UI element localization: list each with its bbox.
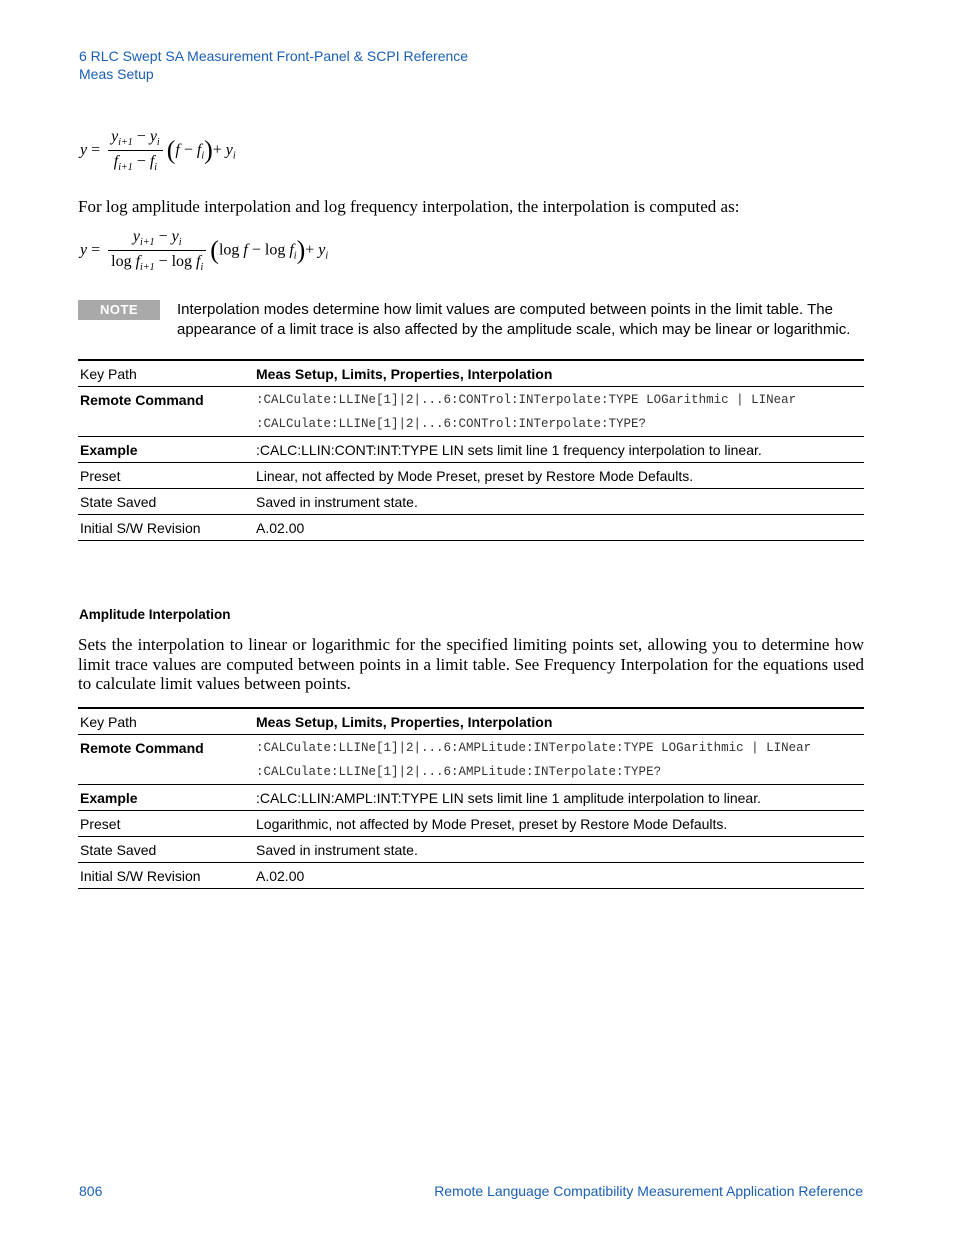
example-value: :CALC:LLIN:AMPL:INT:TYPE LIN sets limit line 1 amplitude interpolation to linear. xyxy=(254,785,864,811)
key-path-label: Key Path xyxy=(78,360,254,387)
preset-value: Linear, not affected by Mode Preset, preset by Restore Mode Defaults. xyxy=(254,463,864,489)
table-row xyxy=(78,863,864,889)
table-row xyxy=(78,785,864,811)
amplitude-interpolation-table xyxy=(78,707,864,889)
remote-command-set: :CALCulate:LLINe[1]|2|...6:CONTrol:INTerpolate:TYPE LOGarithmic | LINear xyxy=(256,393,797,407)
remote-command-label: Remote Command xyxy=(78,387,254,437)
table-row xyxy=(78,515,864,541)
table-row xyxy=(78,735,864,785)
preset-label: Preset xyxy=(78,463,254,489)
remote-command-cell xyxy=(254,735,864,785)
table-row xyxy=(78,837,864,863)
remote-command-cell xyxy=(254,387,864,437)
page-number: 806 xyxy=(79,1183,103,1199)
linear-interpolation-formula: y = $\frac{y_{i+1} - y_i}{f_{i+1} - f_i}$ $(f - f_i)+ y_i$ xyxy=(80,128,236,174)
key-path-label: Key Path xyxy=(78,708,254,735)
revision-value: A.02.00 xyxy=(254,863,864,889)
preset-label: Preset xyxy=(78,811,254,837)
table-row xyxy=(78,437,864,463)
table-row xyxy=(78,708,864,735)
state-saved-label: State Saved xyxy=(78,489,254,515)
key-path-value: Meas Setup, Limits, Properties, Interpolation xyxy=(254,708,864,735)
section-header: Meas Setup xyxy=(79,66,154,82)
state-saved-value: Saved in instrument state. xyxy=(254,837,864,863)
table-row xyxy=(78,489,864,515)
example-label: Example xyxy=(78,785,254,811)
log-interpolation-intro: For log amplitude interpolation and log frequency interpolation, the interpolation is computed as: xyxy=(78,197,740,216)
note-text: Interpolation modes determine how limit values are computed between points in the limit table. The appearance of a limit trace is also affected by the amplitude scale, which may be linear or logarithmic. xyxy=(177,301,851,338)
document-title: Remote Language Compatibility Measurement Application Reference xyxy=(434,1183,863,1199)
example-value: :CALC:LLIN:CONT:INT:TYPE LIN sets limit line 1 frequency interpolation to linear. xyxy=(254,437,864,463)
amplitude-interpolation-title: Amplitude Interpolation xyxy=(79,607,231,622)
log-interpolation-formula: y = $\frac{y_{i+1} - y_i}{\log f_{i+1} - \log f_i}$ (log $f - \log f_i)+ y_i$ xyxy=(80,228,329,274)
preset-value: Logarithmic, not affected by Mode Preset, preset by Restore Mode Defaults. xyxy=(254,811,864,837)
state-saved-value: Saved in instrument state. xyxy=(254,489,864,515)
remote-command-set: :CALCulate:LLINe[1]|2|...6:AMPLitude:INTerpolate:TYPE LOGarithmic | LINear xyxy=(256,741,812,755)
amplitude-interpolation-description: Sets the interpolation to linear or logarithmic for the specified limiting points set, allowing you to determine how limit trace values are computed between points in a limit table. See Frequency Interpolation for the equations used to calculate limit values between points. xyxy=(78,635,864,693)
table-row xyxy=(78,811,864,837)
table-row xyxy=(78,463,864,489)
revision-label: Initial S/W Revision xyxy=(78,863,254,889)
example-label: Example xyxy=(78,437,254,463)
key-path-value: Meas Setup, Limits, Properties, Interpolation xyxy=(254,360,864,387)
chapter-header: 6 RLC Swept SA Measurement Front-Panel & SCPI Reference xyxy=(79,48,469,64)
remote-command-query: :CALCulate:LLINe[1]|2|...6:AMPLitude:INTerpolate:TYPE? xyxy=(256,765,662,779)
note-badge: NOTE xyxy=(78,300,160,320)
remote-command-query: :CALCulate:LLINe[1]|2|...6:CONTrol:INTerpolate:TYPE? xyxy=(256,417,647,431)
remote-command-label: Remote Command xyxy=(78,735,254,785)
revision-value: A.02.00 xyxy=(254,515,864,541)
state-saved-label: State Saved xyxy=(78,837,254,863)
table-row xyxy=(78,360,864,387)
table-row xyxy=(78,387,864,437)
frequency-interpolation-table xyxy=(78,359,864,541)
revision-label: Initial S/W Revision xyxy=(78,515,254,541)
